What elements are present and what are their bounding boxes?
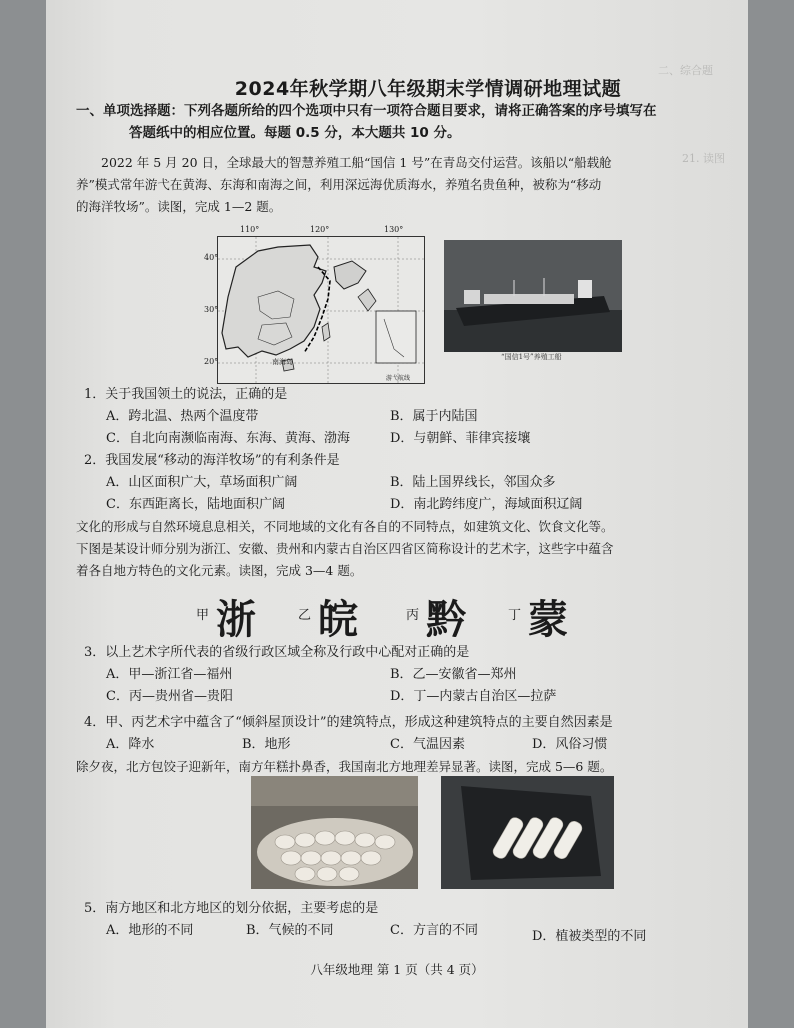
q1-option-c: C．自北向南濒临南海、东海、黄海、渤海	[106, 431, 350, 446]
lon-label: 120°	[310, 225, 330, 234]
passage-line: 除夕夜，北方包饺子迎新年，南方年糕扑鼻香，我国南北方地理差异显著。读图，完成 5—6 题。	[76, 759, 613, 774]
art-label: 甲	[196, 608, 210, 623]
q4-option-a: A．降水	[106, 737, 155, 752]
art-char-qian: 黔	[426, 597, 464, 643]
q3-option-b: B．乙—安徽省—郑州	[390, 667, 517, 682]
q3-option-c: C．丙—贵州省—贵阳	[106, 689, 233, 704]
passage-3	[76, 756, 716, 778]
rice-cake-graphic	[441, 776, 614, 889]
question-4-stem: 4．甲、丙艺术字中蕴含了“倾斜屋顶设计”的建筑特点，形成这种建筑特点的主要自然因素是	[84, 715, 613, 730]
passage-line: 的海洋牧场”。读图，完成 1—2 题。	[76, 199, 282, 214]
art-characters	[196, 588, 596, 643]
section-heading-line: 答题纸中的相应位置。每题 0.5 分，本大题共 10 分。	[129, 125, 461, 141]
dumplings-photo	[251, 776, 418, 889]
q3-option-a: A．甲—浙江省—福州	[106, 667, 233, 682]
q4-option-c: C．气温因素	[390, 737, 465, 752]
q5-option-b: B．气候的不同	[246, 923, 334, 938]
q3-option-d: D．丁—内蒙古自治区—拉萨	[390, 689, 557, 704]
lon-label: 110°	[240, 225, 260, 234]
question-3-stem: 3．以上艺术字所代表的省级行政区域全称及行政中心配对正确的是	[84, 645, 470, 660]
exam-title: 2024年秋学期八年级期末学情调研地理试题	[234, 78, 622, 100]
art-char-zhe: 浙	[216, 597, 254, 643]
section-heading	[76, 100, 716, 144]
art-char-wan: 皖	[318, 597, 356, 643]
question-2-stem: 2．我国发展“移动的海洋牧场”的有利条件是	[84, 453, 340, 468]
q5-option-d: D．植被类型的不同	[532, 929, 647, 944]
lat-label: 30°	[204, 305, 219, 314]
exam-page	[46, 0, 748, 1028]
passage-line: 文化的形成与自然环境息息相关，不同地域的文化有各自的不同特点，如建筑文化、饮食文化等。	[76, 519, 614, 534]
question-1-stem: 1．关于我国领土的说法，正确的是	[84, 387, 288, 402]
legend-label: 游弋航线	[386, 375, 411, 382]
passage-2	[76, 516, 712, 582]
lon-label: 130°	[384, 225, 404, 234]
art-label: 丁	[508, 608, 522, 623]
passage-line: 养”模式常年游弋在黄海、东海和南海之间，利用深远海优质海水，养殖名贵鱼种，被称为“移动	[76, 177, 602, 192]
china-sea-map	[204, 225, 425, 384]
art-label: 丙	[406, 608, 420, 623]
question-5-stem: 5．南方地区和北方地区的划分依据，主要考虑的是	[84, 901, 379, 916]
q4-option-d: D．风俗习惯	[532, 737, 608, 752]
lat-label: 20°	[204, 357, 219, 366]
art-char-meng: 蒙	[528, 597, 566, 643]
ship-photo	[444, 240, 622, 352]
passage-line: 下图是某设计师分别为浙江、安徽、贵州和内蒙古自治区四省区简称设计的艺术字，这些字中蕴含	[76, 541, 614, 556]
ship-graphic	[444, 240, 622, 352]
ship-photo-caption: “国信1号”养殖工船	[501, 353, 562, 361]
q1-option-a: A．跨北温、热两个温度带	[106, 409, 259, 424]
q5-option-a: A．地形的不同	[106, 923, 194, 938]
map-graphic	[218, 237, 424, 383]
section-heading-line: 一、单项选择题：下列各题所给的四个选项中只有一项符合题目要求，请将正确答案的序号填写在	[76, 103, 657, 119]
q1-option-d: D．与朝鲜、菲律宾接壤	[390, 431, 531, 446]
art-label: 乙	[298, 608, 312, 623]
bleed-through-text: 21. 读图	[682, 152, 725, 165]
passage-line: 着各自地方特色的文化元素。读图，完成 3—4 题。	[76, 563, 363, 578]
passage-1	[76, 152, 704, 218]
passage-line: 2022 年 5 月 20 日，全球最大的智慧养殖工船“国信 1 号”在青岛交付运营。该船以“船载舱	[101, 155, 612, 170]
page-footer: 八年级地理 第 1 页（共 4 页）	[310, 962, 484, 977]
q4-option-b: B．地形	[242, 737, 291, 752]
q5-option-c: C．方言的不同	[390, 923, 478, 938]
bleed-through-text: 二、综合题	[658, 64, 713, 77]
place-label: 南海岛	[272, 358, 293, 366]
q2-option-c: C．东西距离长，陆地面积广阔	[106, 497, 285, 512]
q1-option-b: B．属于内陆国	[390, 409, 478, 424]
lat-label: 40°	[204, 253, 219, 262]
rice-cake-photo	[441, 776, 614, 889]
dumplings-graphic	[251, 776, 418, 889]
q2-option-d: D．南北跨纬度广，海域面积辽阔	[390, 497, 583, 512]
q2-option-a: A．山区面积广大，草场面积广阔	[106, 475, 298, 490]
q2-option-b: B．陆上国界线长，邻国众多	[390, 475, 556, 490]
